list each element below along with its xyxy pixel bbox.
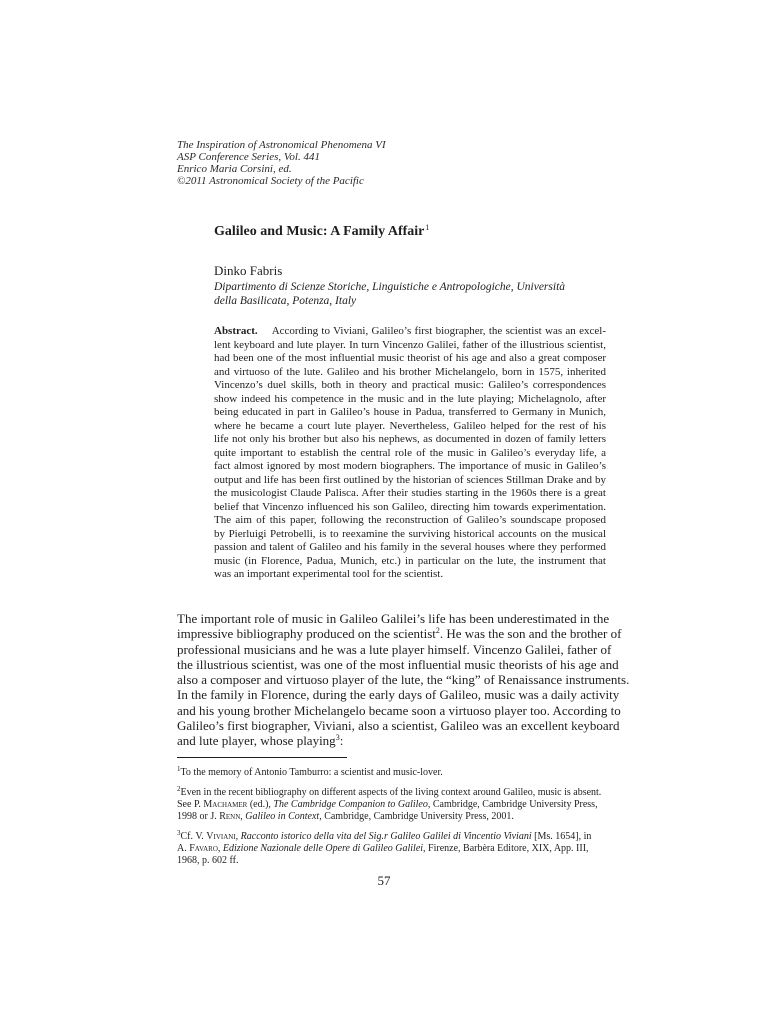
abstract-line: fact almost ignored by most modern biographers. The importance of music in Galileo’s <box>214 460 606 472</box>
cited-author: Viviani <box>206 831 236 842</box>
paper-title-text: Galileo and Music: A Family Affair <box>214 224 425 239</box>
footnote-text: , Cambridge, Cambridge University Press, <box>427 799 598 810</box>
footnote-line <box>177 767 591 779</box>
cited-author: Machamer <box>203 799 248 810</box>
abstract-line: life not only his brother but also his nephews, as documented in dozen of family letters <box>214 433 606 445</box>
cited-author: Renn <box>219 811 241 822</box>
cited-title: Edizione Nazionale delle Opere di Galileo Galilei <box>222 843 424 854</box>
title-footnote-mark: 1 <box>425 223 430 232</box>
body-line-text: impressive bibliography produced on the scientist <box>177 626 436 642</box>
body-line: The important role of music in Galileo Galilei’s life has been underestimated in the <box>177 611 610 626</box>
affiliation-line: della Basilicata, Potenza, Italy <box>214 295 357 307</box>
footnote-mark: 3 <box>177 829 181 837</box>
footnote-text: , <box>240 811 246 822</box>
abstract-label: Abstract. <box>214 325 258 337</box>
abstract-line: where he became a court lute player. Nevertheless, Galileo helped for the rest of his <box>214 419 606 432</box>
header-line: The Inspiration of Astronomical Phenomena VI <box>177 139 386 151</box>
footnote-text: , Cambridge, Cambridge University Press, 2001. <box>319 811 514 822</box>
footnote-text: [Ms. 1654], in <box>531 831 592 842</box>
footnote-line <box>177 785 602 799</box>
footnote-text: A. <box>177 843 190 854</box>
footnote-text: , <box>235 831 241 842</box>
abstract-line: show indeed his competence in the music and in the lute playing; Michelagnolo, after <box>214 392 606 405</box>
footnote-text: See P. <box>177 799 204 810</box>
footnote-line <box>177 799 598 811</box>
footnote-line <box>177 831 591 843</box>
footnote-mark: 2 <box>177 785 181 793</box>
running-header <box>177 139 386 187</box>
footnote-text: Cf. V. <box>180 831 207 842</box>
body-paragraph <box>177 611 630 749</box>
body-line: also a composer and virtuoso player of the lute, the “king” of Renaissance instruments. <box>177 672 630 688</box>
footnote-text: To the memory of Antonio Tamburro: a scientist and music-lover. <box>180 767 443 778</box>
body-line: Galileo’s first biographer, Viviani, also a scientist, Galileo was an excellent keyboard <box>177 718 620 734</box>
affiliation-line: Dipartimento di Scienze Storiche, Linguistiche e Antropologiche, Università <box>214 281 566 293</box>
body-line: the illustrious scientist, was one of the most influential music theorists of his age and <box>177 656 619 672</box>
footnote-mark: 1 <box>177 765 181 773</box>
abstract-line: belief that Vincenzo influenced his son Galileo, directing him towards experimentation. <box>214 500 606 513</box>
body-line-text: . He was the son and the brother of <box>439 626 622 642</box>
abstract-line: Vincenzo’s duel skills, both in theory and practical music: Galileo’s correspondences <box>214 379 606 391</box>
footnote-ref-2[interactable]: 2 <box>435 626 440 636</box>
header-line: ©2011 Astronomical Society of the Pacific <box>177 175 364 187</box>
footnote-1 <box>177 767 591 779</box>
footnotes <box>177 765 602 875</box>
footnote-ref-3[interactable]: 3 <box>335 733 340 743</box>
author-affiliation <box>214 280 594 308</box>
page-number: 57 <box>377 873 391 888</box>
body-line-text: and lute player, whose playing <box>177 733 336 749</box>
body-line <box>177 733 591 748</box>
footnote-text: (ed.), <box>247 799 274 810</box>
footnote-2 <box>177 785 602 823</box>
cited-title: Galileo in Context <box>245 811 320 822</box>
abstract-line: the musicologist Claude Palisca. After their studies starting in the 1960s there is a great <box>214 487 606 499</box>
abstract-line: and virtuoso of the lute. Galileo and his brother Michelangelo, born in 1575, inherited <box>214 365 606 378</box>
abstract-line: passion and talent of Galileo and his family in the several houses where they performed <box>214 541 606 553</box>
abstract-line: had been one of the most influential music theorist of his age and also a great composer <box>214 352 606 364</box>
body-line: and his young brother Michelangelo became soon a virtuoso player too. According to <box>177 702 621 718</box>
footnote-line <box>177 843 591 855</box>
abstract-line: The aim of this paper, following the reconstruction of Galileo’s soundscape proposed <box>214 514 606 526</box>
footnote-line: 1968, p. 602 ff. <box>177 855 239 866</box>
abstract <box>214 325 606 582</box>
abstract-line: by Pierluigi Petrobelli, is to reexamine the surviving historical accounts on the musical <box>214 527 606 540</box>
body-line: In the family in Florence, during the early days of Galileo, music was a daily activity <box>177 687 620 703</box>
body-line: professional musicians and he was a lute player himself. Vincenzo Galilei, father of <box>177 641 612 657</box>
footnote-divider <box>177 757 347 758</box>
abstract-line: output and life has been first outlined by the historian of sciences Stillman Drake and by <box>214 473 606 486</box>
abstract-line <box>214 325 606 339</box>
footnote-text: 1998 or J. <box>177 811 220 822</box>
abstract-line-text: According to Viviani, Galileo’s first biographer, the scientist was an excel- <box>271 325 606 337</box>
header-line: Enrico Maria Corsini, ed. <box>177 163 292 175</box>
footnote-line <box>177 811 591 823</box>
cited-author: Favaro <box>189 843 218 854</box>
cited-title: The Cambridge Companion to Galileo <box>273 799 428 810</box>
paper-title <box>214 219 429 241</box>
body-line <box>177 626 622 642</box>
footnote-3 <box>177 831 591 867</box>
author-name: Dinko Fabris <box>214 263 283 278</box>
body-line-text: : <box>339 733 344 749</box>
abstract-line: quite important to establish the central role of the music in Galileo’s everyday life, a <box>214 446 606 459</box>
header-line: ASP Conference Series, Vol. 441 <box>177 151 320 163</box>
abstract-line: was an important experimental tool for the scientist. <box>214 568 444 580</box>
footnote-text: Even in the recent bibliography on different aspects of the living context around Galileo, music is absent. <box>180 787 602 798</box>
footnote-text: , Firenze, Barbèra Editore, XIX, App. III, <box>423 843 589 854</box>
abstract-line: music (in Florence, Padua, Munich, etc.) in particular on the lute, the instrument that <box>214 554 606 567</box>
footnote-text: , <box>217 843 223 854</box>
cited-title: Racconto istorico della vita del Sig.r Galileo Galilei di Vincentio Viviani <box>240 831 532 842</box>
abstract-line: being educated in part in Galileo’s house in Padua, transferred to Germany in Munich, <box>214 406 606 418</box>
abstract-line: lent keyboard and lute player. In turn Vincenzo Galilei, father of the illustrious scientist, <box>214 338 606 351</box>
